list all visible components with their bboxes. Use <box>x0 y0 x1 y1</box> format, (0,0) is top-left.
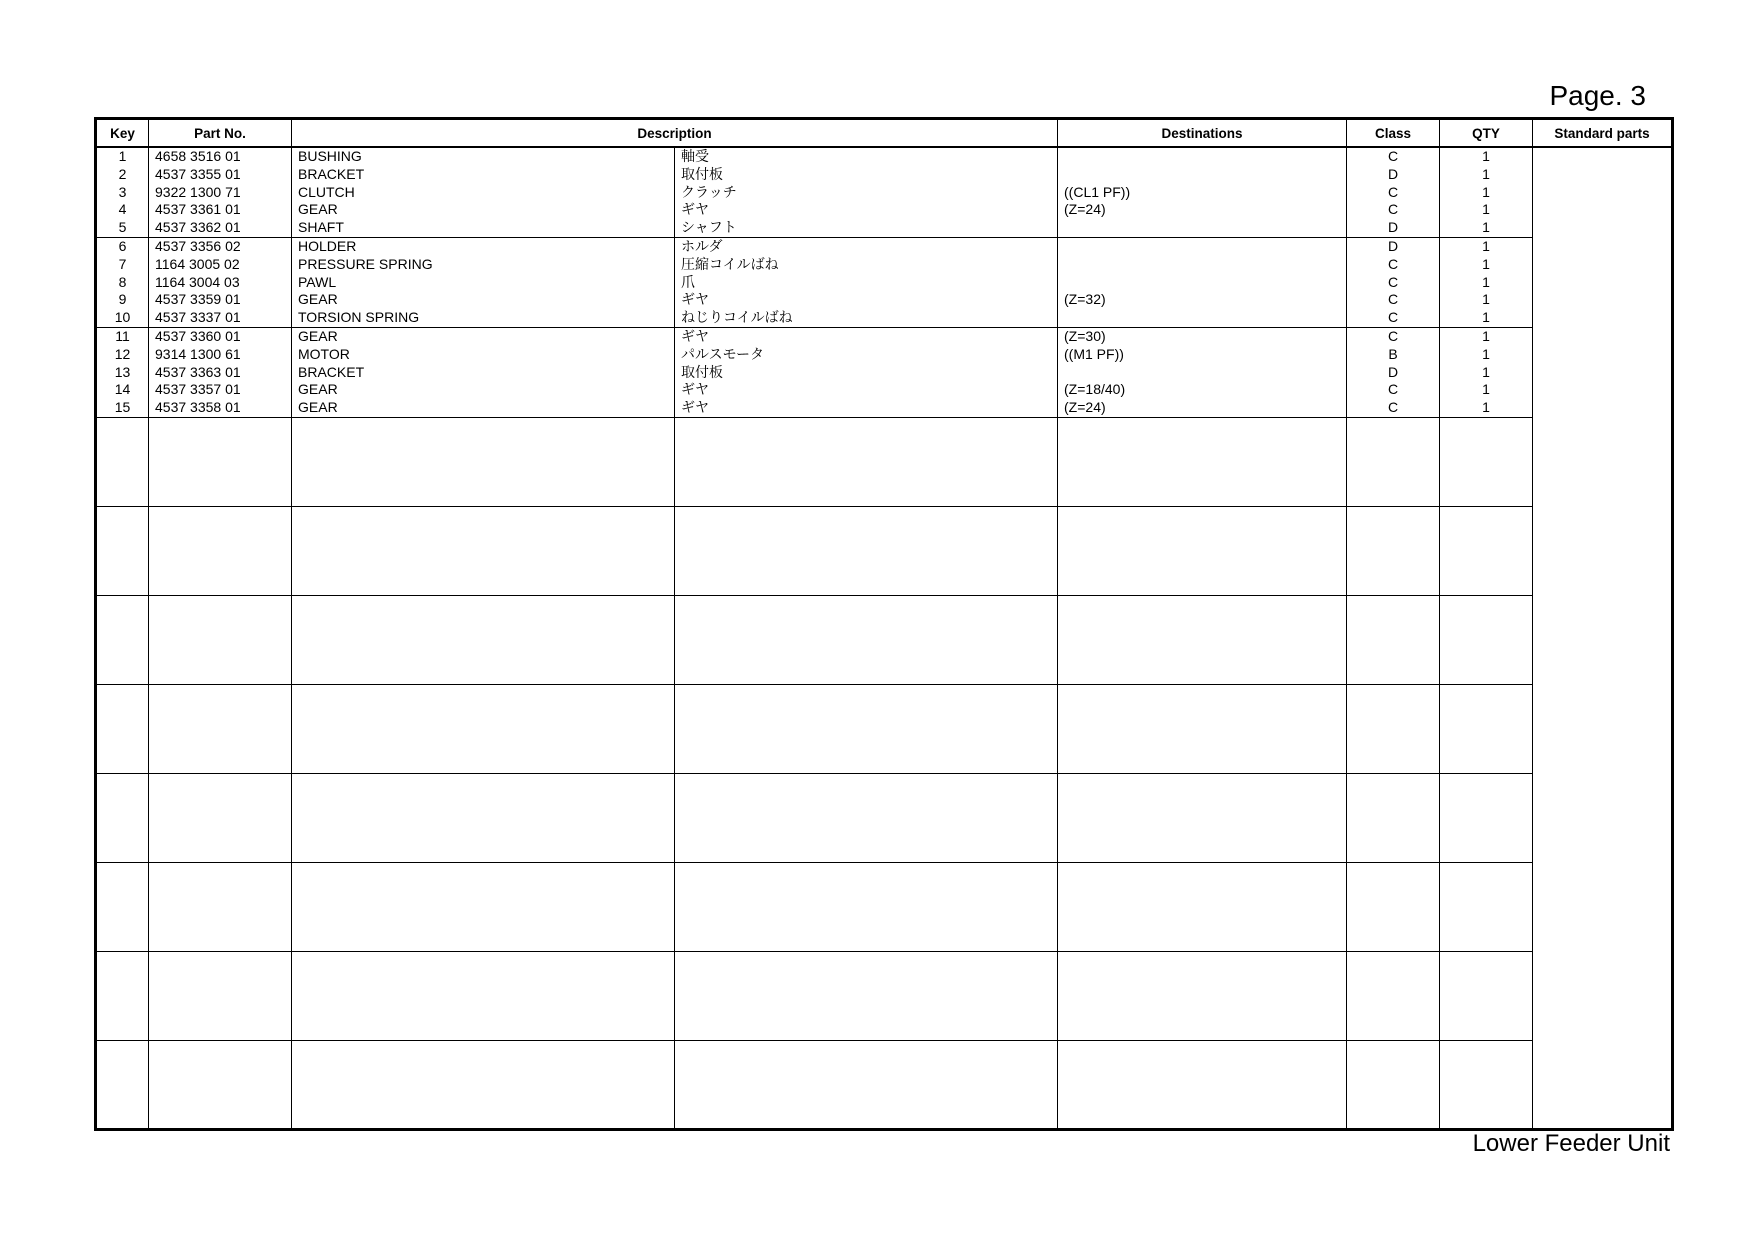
qty-cell: 1 <box>1482 345 1490 362</box>
description-jp-cell: ギヤ <box>681 291 709 308</box>
key-cell: 2 <box>118 165 127 182</box>
description-jp-cell: 取付板 <box>681 363 723 380</box>
part-no-cell: 4537 3358 01 <box>155 399 241 416</box>
class-column-cell <box>1347 147 1440 237</box>
part-no-cell: 9314 1300 61 <box>155 345 241 362</box>
destination-cell: (Z=24) <box>1064 399 1106 416</box>
unit-name: Lower Feeder Unit <box>1472 1130 1670 1157</box>
description-jp-column-cell <box>675 237 1058 327</box>
destination-cell: (Z=18/40) <box>1064 381 1126 398</box>
description-jp-cell: クラッチ <box>681 183 737 200</box>
destination-cell <box>1058 364 1346 382</box>
class-column-cell <box>1347 1040 1440 1129</box>
qty-column-cell <box>1440 773 1533 862</box>
description-jp-cell: ギヤ <box>681 399 709 416</box>
header-description: Description <box>292 119 1058 148</box>
class-cell: C <box>1387 399 1399 416</box>
destination-cell: ((CL1 PF)) <box>1064 183 1131 200</box>
part-no-cell: 1164 3005 02 <box>155 255 240 272</box>
key-cell: 1 <box>118 148 127 164</box>
class-cell: C <box>1387 381 1399 398</box>
key-cell: 5 <box>118 219 127 236</box>
header-row <box>96 119 1673 148</box>
part-no-cell: 4537 3361 01 <box>155 201 241 218</box>
class-column-cell <box>1347 862 1440 951</box>
key-column-cell <box>96 506 149 595</box>
description-en-cell: GEAR <box>298 201 338 218</box>
part-no-column-cell <box>149 417 292 506</box>
class-cell: C <box>1387 255 1399 272</box>
page-number: Page. 3 <box>1549 80 1646 111</box>
description-jp-cell: ホルダ <box>681 237 723 254</box>
qty-cell: 1 <box>1482 381 1490 398</box>
destination-cell: (Z=30) <box>1064 327 1106 344</box>
destination-cell: ((M1 PF)) <box>1064 345 1124 362</box>
destination-column-cell <box>1058 237 1347 327</box>
parts-group-row <box>96 1040 1673 1129</box>
qty-column-cell <box>1440 1040 1533 1129</box>
qty-cell: 1 <box>1482 273 1490 290</box>
part-no-column-cell <box>149 862 292 951</box>
class-column-cell <box>1347 417 1440 506</box>
description-jp-cell: 爪 <box>681 273 695 290</box>
description-jp-column-cell <box>675 417 1058 506</box>
parts-group-row <box>96 147 1673 237</box>
description-jp-column-cell <box>675 951 1058 1040</box>
qty-column-cell <box>1440 417 1533 506</box>
description-jp-cell: 圧縮コイルばね <box>681 255 779 272</box>
key-column-cell <box>96 147 149 237</box>
parts-group-row <box>96 862 1673 951</box>
key-column-cell <box>96 773 149 862</box>
destination-cell <box>1058 256 1346 274</box>
part-no-column-cell <box>149 1040 292 1129</box>
destination-cell: (Z=32) <box>1064 291 1106 308</box>
class-column-cell <box>1347 773 1440 862</box>
description-jp-column-cell <box>675 1040 1058 1129</box>
description-en-column-cell <box>292 237 675 327</box>
description-en-column-cell <box>292 1040 675 1129</box>
description-en-column-cell <box>292 327 675 417</box>
part-no-cell: 4537 3356 02 <box>155 237 241 254</box>
parts-group-row <box>96 417 1673 506</box>
description-en-cell: PAWL <box>298 273 337 290</box>
description-jp-column-cell <box>675 506 1058 595</box>
qty-column-cell <box>1440 147 1533 237</box>
key-column-cell <box>96 237 149 327</box>
key-cell: 11 <box>115 327 130 344</box>
parts-group-row <box>96 506 1673 595</box>
key-column-cell <box>96 595 149 684</box>
description-jp-column-cell <box>675 327 1058 417</box>
class-cell: C <box>1387 309 1399 326</box>
part-no-column-cell <box>149 773 292 862</box>
description-en-cell: BUSHING <box>298 148 362 164</box>
description-en-column-cell <box>292 951 675 1040</box>
qty-column-cell <box>1440 684 1533 773</box>
part-no-cell: 4537 3362 01 <box>155 219 241 236</box>
key-cell: 8 <box>118 273 127 290</box>
description-en-column-cell <box>292 595 675 684</box>
part-no-column-cell <box>149 506 292 595</box>
class-cell: B <box>1388 345 1398 362</box>
key-cell: 4 <box>118 201 127 218</box>
description-en-cell: GEAR <box>298 327 338 344</box>
description-en-cell: HOLDER <box>298 237 357 254</box>
key-column-cell <box>96 417 149 506</box>
qty-cell: 1 <box>1482 327 1490 344</box>
qty-cell: 1 <box>1482 201 1490 218</box>
class-cell: C <box>1387 273 1399 290</box>
destination-cell: (Z=24) <box>1064 201 1106 218</box>
parts-group-row <box>96 951 1673 1040</box>
description-jp-cell: 軸受 <box>681 148 709 164</box>
description-en-column-cell <box>292 862 675 951</box>
qty-cell: 1 <box>1482 291 1490 308</box>
qty-column-cell <box>1440 951 1533 1040</box>
class-column-cell <box>1347 684 1440 773</box>
part-no-column-cell <box>149 951 292 1040</box>
key-cell: 14 <box>114 381 131 398</box>
parts-table <box>94 117 1674 1131</box>
part-no-column-cell <box>149 684 292 773</box>
description-jp-cell: シャフト <box>681 219 737 236</box>
qty-cell: 1 <box>1482 399 1490 416</box>
class-cell: D <box>1387 219 1399 236</box>
header-standard-parts: Standard parts <box>1533 119 1673 148</box>
qty-cell: 1 <box>1482 237 1490 254</box>
destination-cell <box>1058 166 1346 184</box>
header-destinations: Destinations <box>1058 119 1347 148</box>
destination-column-cell <box>1058 951 1347 1040</box>
key-cell: 15 <box>114 399 131 416</box>
description-en-column-cell <box>292 506 675 595</box>
description-jp-cell: 取付板 <box>681 165 723 182</box>
description-en-cell: TORSION SPRING <box>298 309 420 326</box>
qty-column-cell <box>1440 862 1533 951</box>
description-en-column-cell <box>292 147 675 237</box>
key-column-cell <box>96 684 149 773</box>
description-jp-cell: ギヤ <box>681 381 709 398</box>
header-qty: QTY <box>1440 119 1533 148</box>
description-jp-cell: ねじりコイルばね <box>681 309 793 326</box>
key-cell: 7 <box>118 255 127 272</box>
header-key: Key <box>96 119 149 148</box>
qty-cell: 1 <box>1482 148 1490 164</box>
part-no-column-cell <box>149 147 292 237</box>
key-column-cell <box>96 327 149 417</box>
qty-column-cell <box>1440 237 1533 327</box>
description-en-cell: BRACKET <box>298 363 365 380</box>
parts-body <box>96 147 1673 1129</box>
destination-cell <box>1058 219 1346 237</box>
part-no-cell: 4537 3355 01 <box>155 165 241 182</box>
description-en-column-cell <box>292 417 675 506</box>
qty-cell: 1 <box>1482 255 1490 272</box>
part-no-column-cell <box>149 595 292 684</box>
description-en-column-cell <box>292 684 675 773</box>
class-column-cell <box>1347 327 1440 417</box>
key-cell: 9 <box>118 291 127 308</box>
parts-group-row <box>96 237 1673 327</box>
qty-cell: 1 <box>1482 363 1490 380</box>
part-no-column-cell <box>149 327 292 417</box>
description-jp-column-cell <box>675 595 1058 684</box>
key-cell: 10 <box>114 309 131 326</box>
part-no-cell: 1164 3004 03 <box>155 273 240 290</box>
destination-cell <box>1058 148 1346 166</box>
key-column-cell <box>96 1040 149 1129</box>
class-column-cell <box>1347 595 1440 684</box>
part-no-cell: 9322 1300 71 <box>155 183 241 200</box>
qty-column-cell <box>1440 595 1533 684</box>
part-no-column-cell <box>149 237 292 327</box>
description-jp-column-cell <box>675 862 1058 951</box>
destination-column-cell <box>1058 506 1347 595</box>
part-no-cell: 4658 3516 01 <box>155 148 241 164</box>
description-en-cell: SHAFT <box>298 219 344 236</box>
key-cell: 13 <box>114 363 131 380</box>
part-no-cell: 4537 3360 01 <box>155 327 241 344</box>
key-column-cell <box>96 951 149 1040</box>
destination-cell <box>1058 309 1346 327</box>
description-en-cell: PRESSURE SPRING <box>298 255 433 272</box>
description-en-cell: BRACKET <box>298 165 365 182</box>
parts-group-row <box>96 327 1673 417</box>
destination-column-cell <box>1058 147 1347 237</box>
qty-column-cell <box>1440 506 1533 595</box>
qty-cell: 1 <box>1482 219 1490 236</box>
description-en-cell: CLUTCH <box>298 183 355 200</box>
description-en-cell: GEAR <box>298 291 338 308</box>
description-jp-cell: ギヤ <box>681 201 709 218</box>
class-cell: C <box>1387 201 1399 218</box>
description-en-cell: MOTOR <box>298 345 350 362</box>
class-column-cell <box>1347 506 1440 595</box>
class-cell: C <box>1387 327 1399 344</box>
destination-column-cell <box>1058 684 1347 773</box>
description-en-column-cell <box>292 773 675 862</box>
destination-column-cell <box>1058 595 1347 684</box>
qty-cell: 1 <box>1482 183 1490 200</box>
description-jp-column-cell <box>675 773 1058 862</box>
part-no-cell: 4537 3359 01 <box>155 291 241 308</box>
header-part-no: Part No. <box>149 119 292 148</box>
part-no-cell: 4537 3337 01 <box>155 309 241 326</box>
part-no-cell: 4537 3363 01 <box>155 363 241 380</box>
part-no-cell: 4537 3357 01 <box>155 381 241 398</box>
qty-cell: 1 <box>1482 309 1490 326</box>
destination-cell <box>1058 238 1346 256</box>
destination-column-cell <box>1058 327 1347 417</box>
description-jp-column-cell <box>675 147 1058 237</box>
class-cell: D <box>1387 165 1399 182</box>
key-cell: 6 <box>118 237 127 254</box>
description-en-cell: GEAR <box>298 399 338 416</box>
destination-cell <box>1058 274 1346 292</box>
class-cell: D <box>1387 363 1399 380</box>
destination-column-cell <box>1058 862 1347 951</box>
parts-group-row <box>96 595 1673 684</box>
qty-cell: 1 <box>1482 165 1490 182</box>
class-column-cell <box>1347 951 1440 1040</box>
description-jp-cell: ギヤ <box>681 327 709 344</box>
qty-column-cell <box>1440 327 1533 417</box>
description-jp-column-cell <box>675 684 1058 773</box>
key-cell: 3 <box>118 183 127 200</box>
header-class: Class <box>1347 119 1440 148</box>
key-column-cell <box>96 862 149 951</box>
key-cell: 12 <box>114 345 131 362</box>
class-cell: C <box>1387 291 1399 308</box>
class-cell: C <box>1387 148 1399 164</box>
standard-parts-cell <box>1533 147 1673 1129</box>
class-column-cell <box>1347 237 1440 327</box>
class-cell: D <box>1387 237 1399 254</box>
class-cell: C <box>1387 183 1399 200</box>
parts-group-row <box>96 773 1673 862</box>
description-en-cell: GEAR <box>298 381 338 398</box>
parts-group-row <box>96 684 1673 773</box>
destination-column-cell <box>1058 773 1347 862</box>
destination-column-cell <box>1058 1040 1347 1129</box>
destination-column-cell <box>1058 417 1347 506</box>
description-jp-cell: パルスモータ <box>681 345 765 362</box>
